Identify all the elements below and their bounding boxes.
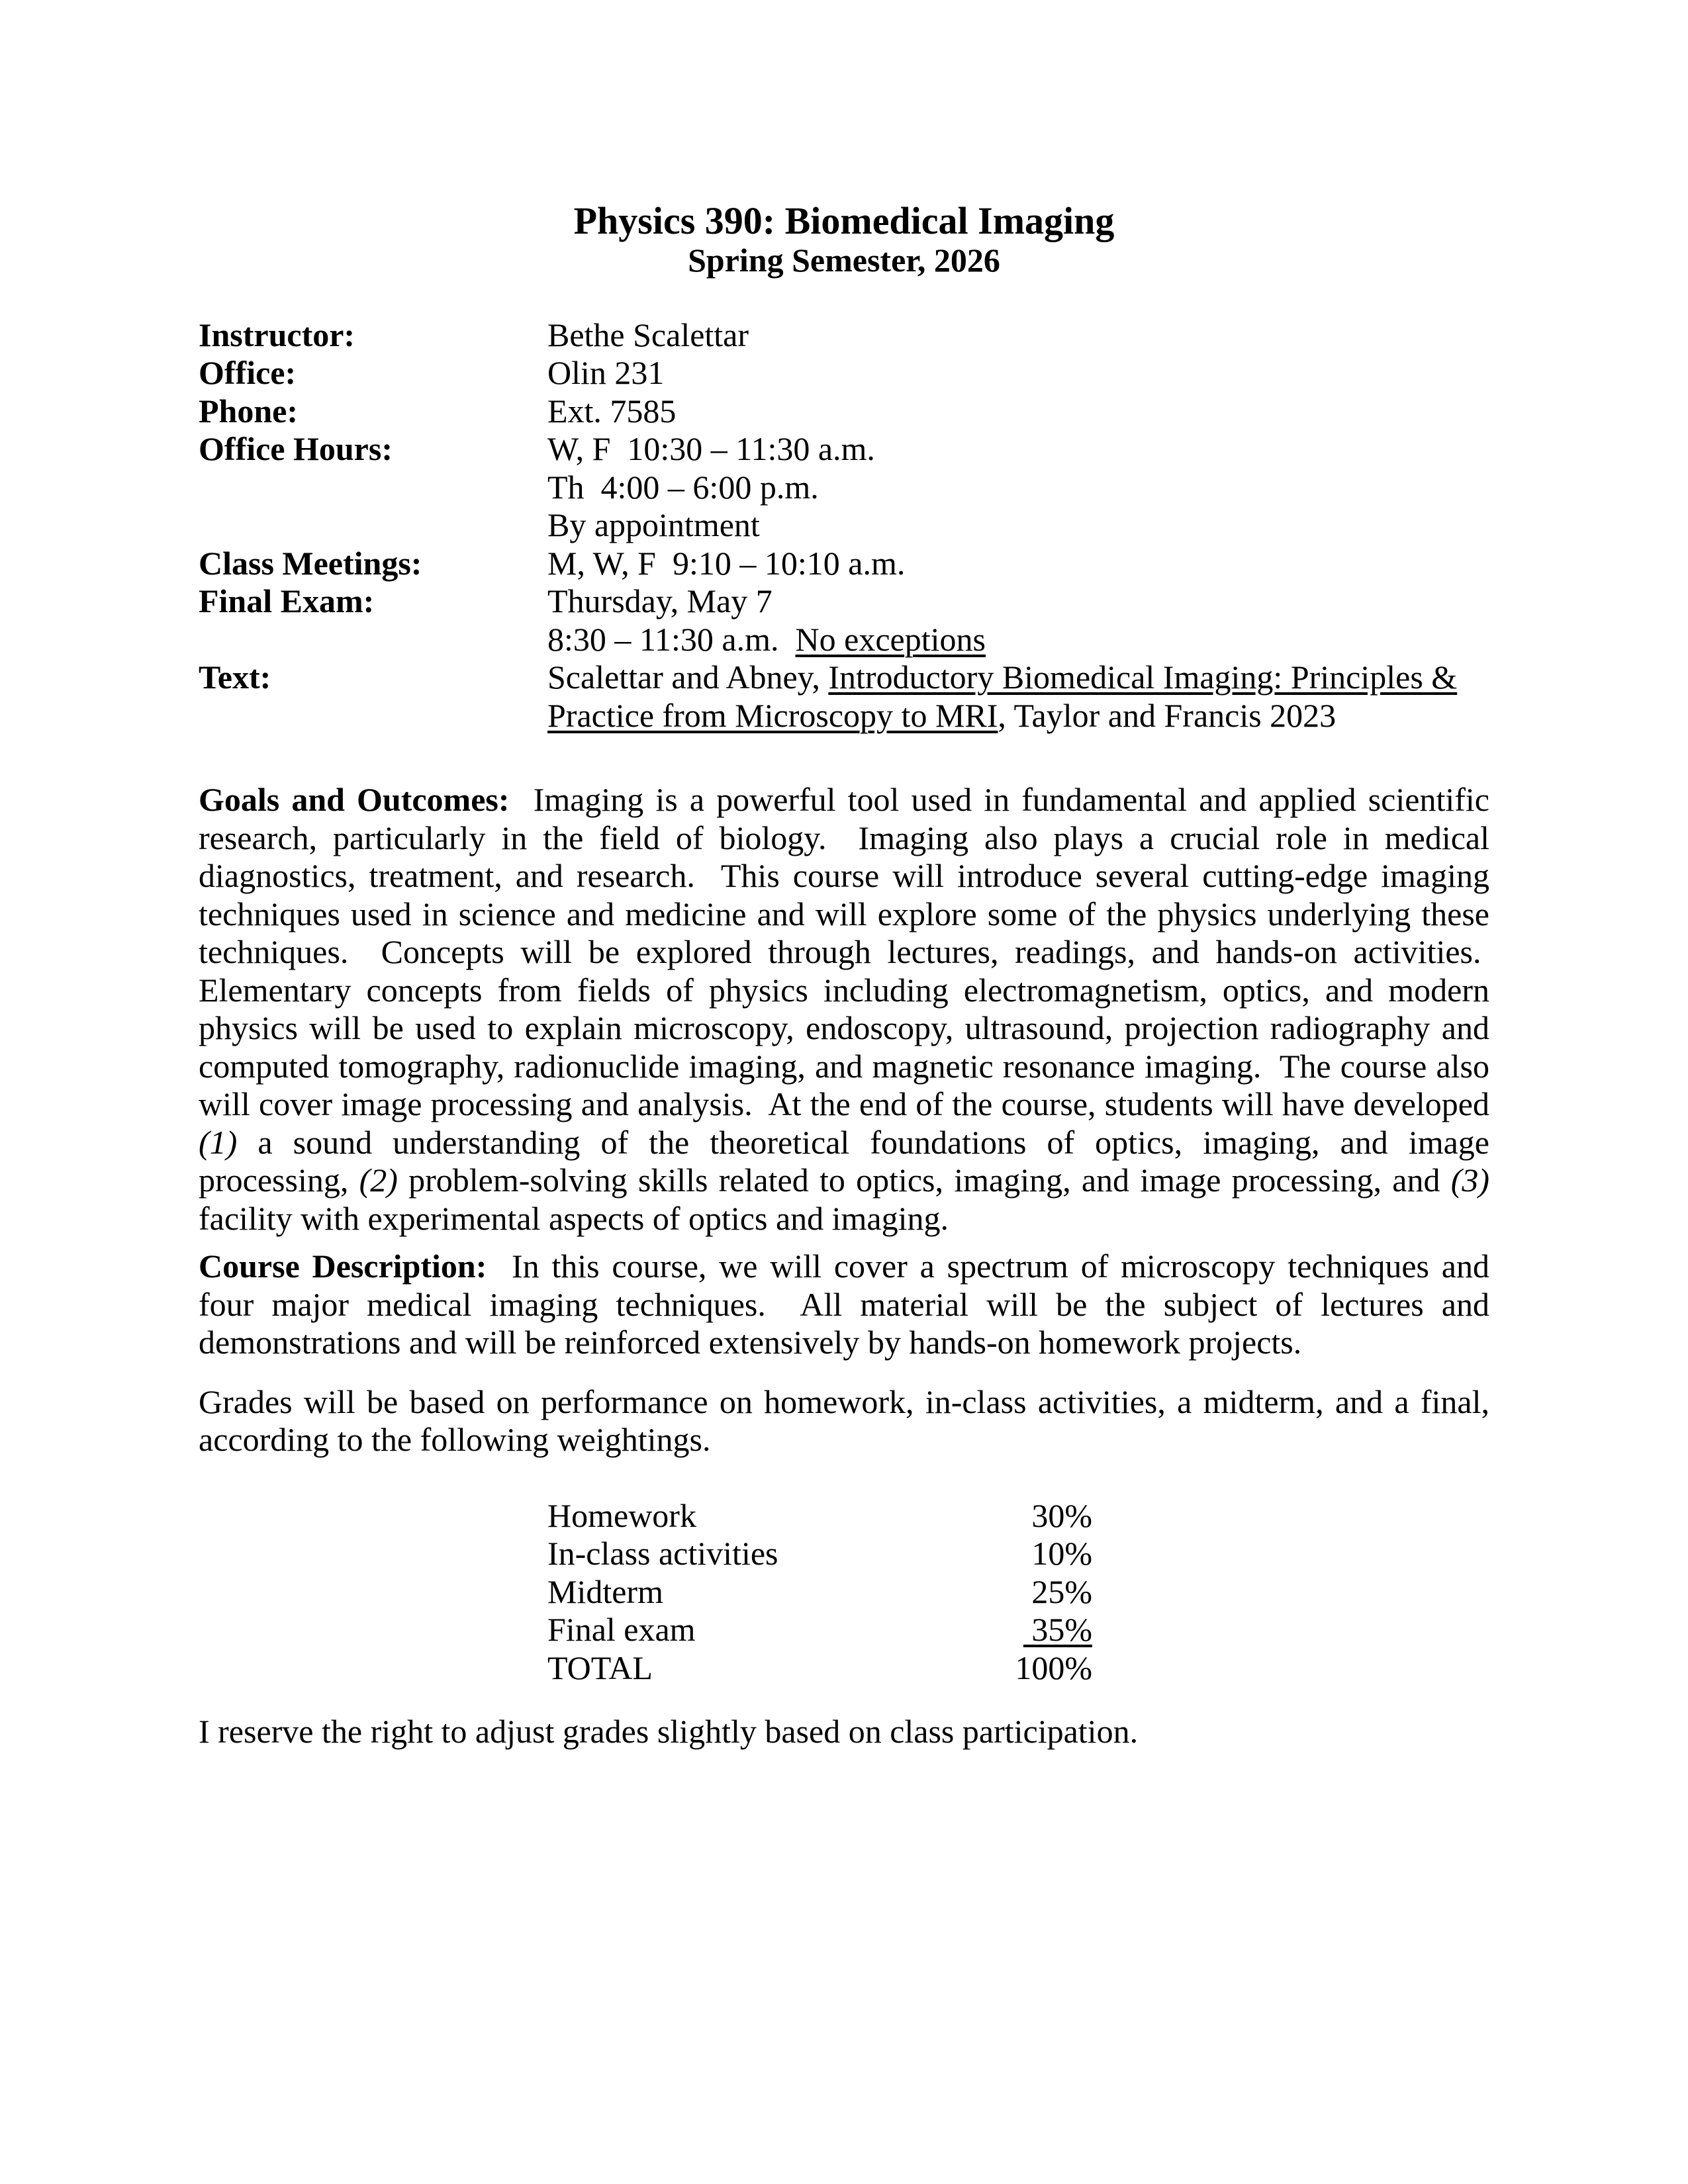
weight-row — [547, 1497, 1092, 1535]
info-value — [547, 621, 986, 659]
weight-row — [547, 1649, 1092, 1688]
text-run: 10% — [1031, 1535, 1092, 1572]
weight-row — [547, 1535, 1092, 1573]
goals-paragraph — [199, 781, 1489, 1238]
closing-note: I reserve the right to adjust grades slightly based on class participation. — [199, 1713, 1139, 1750]
text-run: Practice from Microscopy to MRI — [547, 696, 998, 734]
info-value — [547, 354, 664, 392]
info-label: Office Hours: — [199, 430, 393, 467]
info-label: Text: — [199, 659, 271, 696]
info-row — [199, 621, 1489, 659]
page-title: Physics 390: Biomedical Imaging — [573, 199, 1115, 242]
text-run: a sound understanding of the theoretical foundations of optics, imaging, and image processing, — [199, 1123, 1489, 1199]
info-row — [199, 430, 1489, 469]
text-run: , Taylor and Francis 2023 — [998, 696, 1336, 734]
text-run: M, W, F 9:10 – 10:10 a.m. — [547, 544, 906, 582]
weight-item-value — [1015, 1649, 1092, 1688]
info-row — [199, 469, 1489, 507]
info-row — [199, 697, 1489, 735]
info-value — [547, 582, 773, 621]
weight-item-value — [1031, 1535, 1092, 1573]
text-run: Introductory Biomedical Imaging: Principles & — [828, 659, 1458, 696]
info-value — [547, 430, 875, 469]
info-label: Office: — [199, 354, 297, 391]
info-value — [547, 545, 905, 583]
info-label: Class Meetings: — [199, 544, 422, 582]
text-run: 8:30 – 11:30 a.m. — [547, 620, 796, 658]
weights-table — [547, 1497, 1092, 1688]
info-row — [199, 506, 1489, 545]
weight-item-label: TOTAL — [547, 1649, 653, 1686]
weight-item-label: Final exam — [547, 1611, 696, 1648]
info-label: Final Exam: — [199, 582, 375, 619]
weight-item-value — [1031, 1497, 1092, 1535]
info-row — [199, 659, 1489, 697]
text-run: 100% — [1015, 1649, 1092, 1686]
text-run: 35% — [1023, 1611, 1092, 1648]
info-label — [199, 697, 547, 735]
info-row — [199, 316, 1489, 355]
grades-paragraph — [199, 1383, 1489, 1459]
text-run: Scalettar and Abney, — [547, 659, 829, 696]
weight-row — [547, 1611, 1092, 1649]
course-description-paragraph — [199, 1248, 1489, 1362]
weight-item-label: Homework — [547, 1496, 696, 1534]
weight-item-value — [1031, 1573, 1092, 1612]
info-label — [199, 506, 547, 545]
weight-item-label: In-class activities — [547, 1535, 778, 1572]
info-row — [199, 545, 1489, 583]
text-run: 25% — [1031, 1572, 1092, 1610]
weight-item-value — [1023, 1611, 1092, 1649]
text-run: By appointment — [547, 506, 760, 543]
info-row — [199, 354, 1489, 392]
info-value — [547, 392, 676, 431]
info-value — [547, 469, 819, 507]
text-run: Ext. 7585 — [547, 392, 677, 430]
info-value — [547, 316, 749, 355]
text-run: W, F 10:30 – 11:30 a.m. — [547, 430, 875, 467]
info-label: Instructor: — [199, 316, 355, 353]
info-value — [547, 506, 760, 545]
text-run: Course Description: — [199, 1248, 487, 1285]
text-run: Olin 231 — [547, 354, 665, 391]
info-row — [199, 582, 1489, 621]
info-row — [199, 392, 1489, 431]
text-run: Imaging is a powerful tool used in fundamental and applied scientific research, particularly in the field of biology. Imaging also plays a crucial role in medical diagnostics, treatment, and research. This course will introduce several cutting-edge imaging techniques used in science and medicine and will explore some of the physics underlying these techniques. Concepts will be explored through lectures, readings, and hands-on activities. Elementary concepts from fields of physics including electromagnetism, optics, and modern physics will be used to explain microscopy, endoscopy, ultrasound, projection radiography and computed tomography, radionuclide imaging, and magnetic resonance imaging. The course also will cover image processing and analysis. At the end of the course, students will have developed — [199, 781, 1489, 1122]
info-value — [547, 659, 1457, 697]
page-subtitle: Spring Semester, 2026 — [688, 242, 1000, 279]
text-run: problem-solving skills related to optics, imaging, and image processing, and — [397, 1161, 1451, 1199]
text-run: (3) — [1450, 1161, 1489, 1199]
info-label: Phone: — [199, 392, 298, 430]
text-run: Thursday, May 7 — [547, 582, 773, 619]
text-run: (2) — [359, 1161, 398, 1199]
info-block — [199, 316, 1489, 735]
text-run: Goals and Outcomes: — [199, 781, 510, 818]
text-run: 30% — [1031, 1496, 1092, 1534]
text-run: Grades will be based on performance on homework, in-class activities, a midterm, and a final, according to the following weightings. — [199, 1383, 1489, 1458]
text-run: No exceptions — [795, 620, 986, 658]
weight-row — [547, 1573, 1092, 1612]
info-label — [199, 469, 547, 507]
text-run: facility with experimental aspects of optics and imaging. — [199, 1199, 949, 1237]
info-label — [199, 621, 547, 659]
weight-item-label: Midterm — [547, 1572, 663, 1610]
info-value — [547, 697, 1336, 735]
text-run: Th 4:00 – 6:00 p.m. — [547, 468, 819, 506]
text-run: In this course, we will cover a spectrum of microscopy techniques and four major medical imaging techniques. All material will be the subject of lectures and demonstrations and will be reinforced extensively by hands-on homework projects. — [199, 1248, 1489, 1361]
text-run: Bethe Scalettar — [547, 316, 749, 353]
text-run: (1) — [199, 1123, 238, 1161]
